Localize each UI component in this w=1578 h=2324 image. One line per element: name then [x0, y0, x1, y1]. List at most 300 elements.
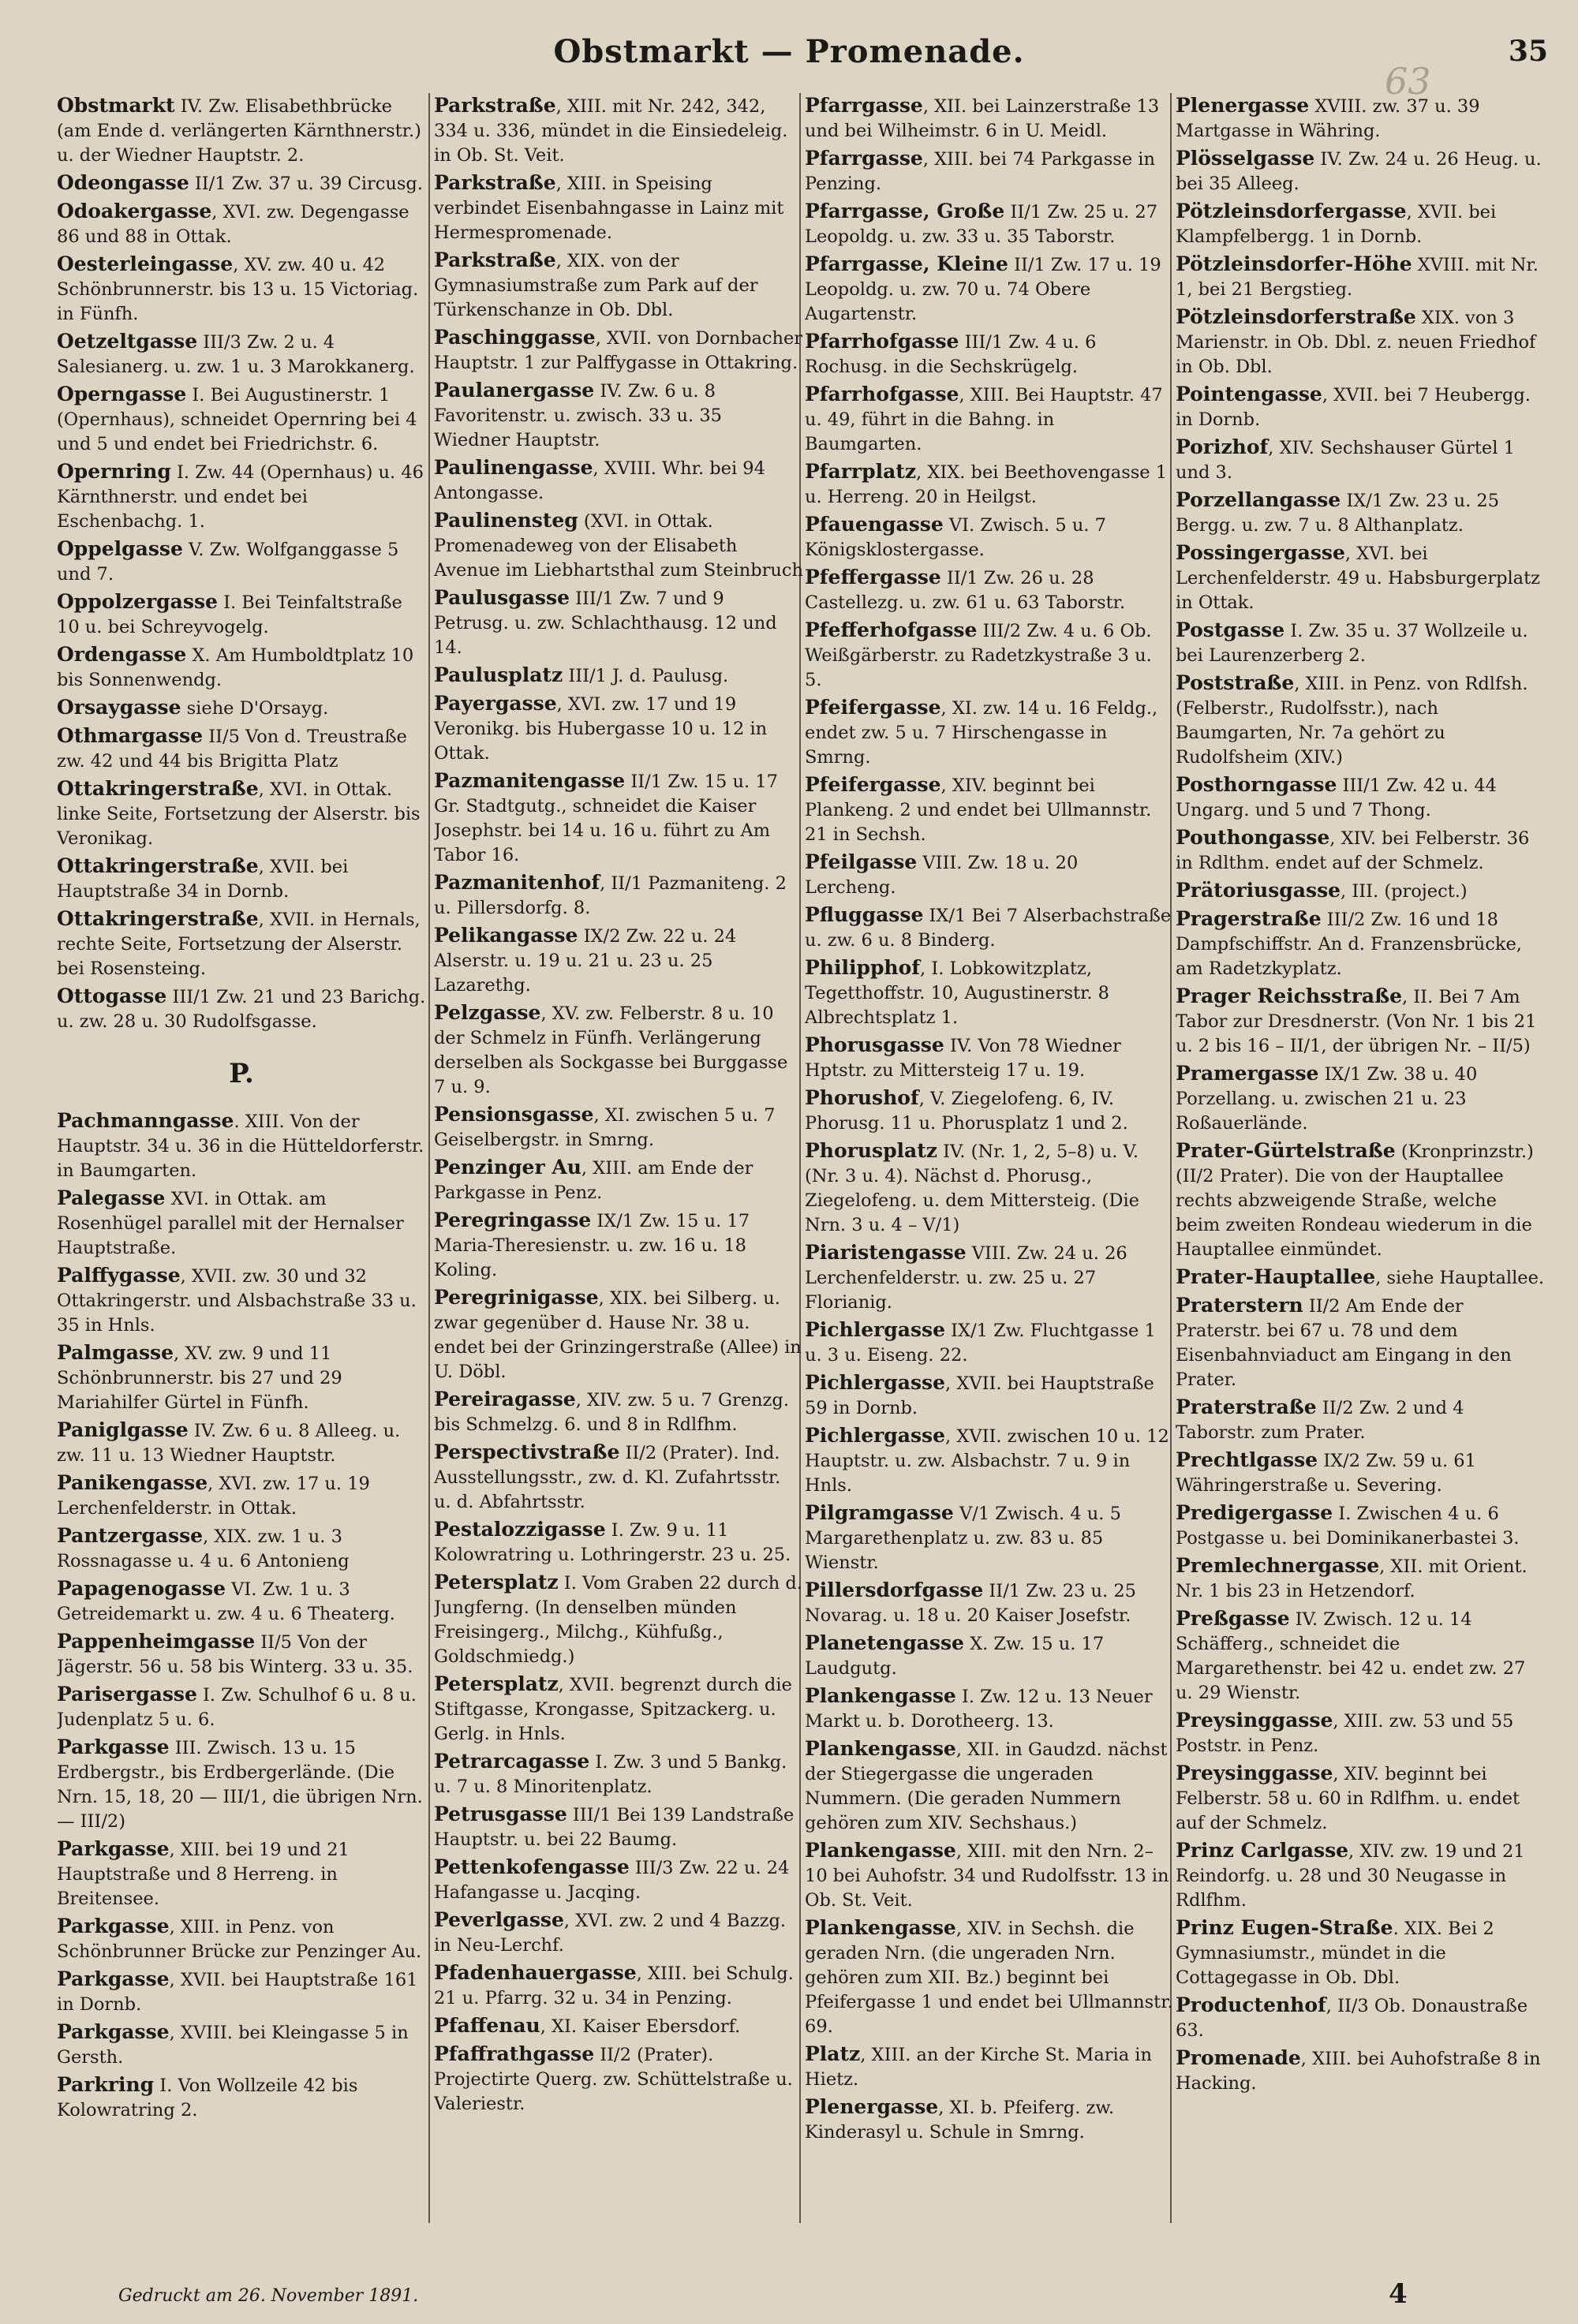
street-entry	[434, 248, 803, 323]
street-name: Paulanergasse	[434, 379, 595, 402]
street-entry	[57, 589, 426, 640]
street-name: Predigergasse	[1176, 1501, 1333, 1524]
street-description: IX/1 Zw. 38 u. 40 Porzellang. u. zwischen 21 u. 23 Roßauerlände.	[1176, 1064, 1478, 1134]
street-entry	[1176, 1761, 1545, 1836]
street-description: , XIII. mit den Nrn. 2–10 bei Auhofstr. 34 und Rudolfsstr. 13 in Ob. St. Veit.	[805, 1841, 1169, 1911]
street-entry	[434, 1208, 803, 1283]
street-entry	[805, 850, 1174, 900]
street-name: Pichlergasse	[805, 1371, 946, 1394]
street-entry	[1176, 906, 1545, 981]
street-description: , XIII. in Speising verbindet Eisenbahngasse in Lainz mit Hermespromenade.	[434, 174, 784, 243]
street-name: Paniglgasse	[57, 1418, 189, 1441]
entry-list	[434, 93, 803, 2117]
street-description: , XI. zw. 14 u. 16 Feldg., endet zw. 5 u. 7 Hirschengasse in Smrng.	[805, 698, 1158, 768]
street-entry	[434, 1285, 803, 1384]
street-name: Planetengasse	[805, 1631, 964, 1654]
street-name: Pachmanngasse	[57, 1109, 234, 1132]
street-description: , XVI. zw. 2 und 4 Bazzg. in Neu-Lerchf.	[434, 1911, 787, 1956]
street-name: Oetzeltgasse	[57, 330, 198, 353]
street-name: Pfadenhauergasse	[434, 1961, 637, 1984]
street-name: Possingergasse	[1176, 541, 1345, 564]
street-description: XVIII. mit Nr. 1, bei 21 Bergstieg.	[1176, 255, 1539, 300]
street-entry	[1176, 435, 1545, 485]
street-description: X. Am Humboldtplatz 10 bis Sonnenwendg.	[57, 645, 414, 690]
street-entry	[805, 1500, 1174, 1575]
street-entry	[434, 508, 803, 583]
street-description: , siehe Hauptallee.	[1375, 1268, 1545, 1288]
street-entry	[57, 1418, 426, 1468]
street-name: Pazmanitenhof	[434, 871, 600, 894]
street-description: I. Zw. 35 u. 37 Wollzeile u. bei Laurenzerberg 2.	[1176, 621, 1528, 666]
street-entry	[805, 565, 1174, 615]
street-description: . XIX. Bei 2 Gymnasiumstr., mündet in die Cottagegasse in Ob. Dbl.	[1176, 1919, 1494, 1988]
street-entry	[805, 512, 1174, 562]
street-entry	[57, 776, 426, 851]
street-entry	[1176, 618, 1545, 668]
street-description: I. Zw. 3 und 5 Bankg. u. 7 u. 8 Minoritenplatz.	[434, 1752, 787, 1797]
street-description: III/1 Zw. 21 und 23 Barichg. u. zw. 28 u. 30 Rudolfsgasse.	[57, 987, 426, 1032]
street-entry	[1176, 1500, 1545, 1551]
street-entry	[1176, 1553, 1545, 1604]
street-name: Prater-Gürtelstraße	[1176, 1139, 1396, 1162]
street-entry	[805, 1683, 1174, 1734]
street-description: , XIII. bei 74 Parkgasse in Penzing.	[805, 149, 1155, 194]
street-description: II/1 Zw. 15 u. 17 Gr. Stadtgutg., schneidet die Kaiser Josephstr. bei 14 u. 16 u. führt zu Am Tabor 16.	[434, 772, 778, 865]
street-description: , XIII. bei 19 und 21 Hauptstraße und 8 Herreng. in Breitensee.	[57, 1840, 350, 1909]
street-entry	[434, 325, 803, 376]
street-name: Oppolzergasse	[57, 590, 218, 613]
entry-list	[57, 93, 426, 1034]
street-entry	[805, 1423, 1174, 1498]
street-description: III/1 J. d. Paulusg.	[563, 666, 729, 686]
street-entry	[434, 768, 803, 868]
column-2	[434, 93, 803, 2270]
street-entry	[57, 1836, 426, 1911]
street-description: IV. Zw. 6 u. 8 Alleeg. u. zw. 11 u. 13 Wiedner Hauptstr.	[57, 1421, 401, 1466]
street-name: Pappenheimgasse	[57, 1630, 256, 1653]
street-name: Pötzleinsdorfergasse	[1176, 200, 1407, 222]
street-name: Perspectivstraße	[434, 1440, 620, 1463]
street-description: , XVII. bei 7 Heubergg. in Dornb.	[1176, 385, 1531, 430]
street-entry	[805, 146, 1174, 196]
street-name: Prätoriusgasse	[1176, 879, 1341, 902]
street-name: Parkgasse	[57, 2020, 170, 2043]
street-entry	[1176, 1395, 1545, 1445]
street-description: IX/2 Zw. 22 u. 24 Alserstr. u. 19 u. 21 u. 23 u. 25 Lazarethg.	[434, 926, 737, 996]
street-name: Preysinggasse	[1176, 1709, 1333, 1732]
street-name: Oppelgasse	[57, 537, 183, 560]
street-name: Petersplatz	[434, 1571, 559, 1594]
street-entry	[805, 1578, 1174, 1628]
street-entry	[434, 1440, 803, 1515]
street-description: , XIII. in Penz. von Rdlfsh. (Felberstr., Rudolfsstr.), nach Baumgarten, Nr. 7a gehört zu Rudolfsheim (XIV.)	[1176, 674, 1528, 768]
street-name: Parisergasse	[57, 1683, 197, 1706]
street-description: IX/1 Bei 7 Alserbachstraße u. zw. 6 u. 8 Binderg.	[805, 906, 1172, 951]
street-entry	[805, 1915, 1174, 2039]
street-name: Ottogasse	[57, 985, 167, 1007]
street-description: VIII. Zw. 18 u. 20 Lercheng.	[805, 853, 1079, 898]
street-description: , XII. bei Lainzerstraße 13 und bei Wilheimstr. 6 in U. Meidl.	[805, 96, 1160, 141]
street-entry	[805, 1138, 1174, 1238]
street-entry	[434, 1907, 803, 1958]
street-entry	[805, 955, 1174, 1030]
street-name: Phorushof	[805, 1086, 919, 1109]
street-name: Penzinger Au	[434, 1156, 581, 1179]
street-name: Preßgasse	[1176, 1607, 1290, 1630]
street-entry	[57, 1682, 426, 1732]
street-entry	[1176, 984, 1545, 1059]
street-description: III/1 Zw. 7 und 9 Petrusg. u. zw. Schlachthausg. 12 und 14.	[434, 588, 777, 658]
street-name: Premlechnergasse	[1176, 1554, 1380, 1577]
street-description: II/2 Zw. 2 und 4 Taborstr. zum Prater.	[1176, 1398, 1464, 1443]
entry-list	[1176, 93, 1545, 2096]
street-name: Pantzergasse	[57, 1524, 204, 1547]
street-name: Pötzleinsdorfer-Höhe	[1176, 252, 1412, 275]
street-description: , XIII. Bei Hauptstr. 47 u. 49, führt in die Bahng. in Baumgarten.	[805, 385, 1163, 454]
street-name: Pfeifergasse	[805, 773, 941, 796]
street-description: , XIV. in Sechsh. die geraden Nrn. (die ungeraden Nrn. gehören zum XII. Bz.) beginnt bei Pfeifergasse 1 und endet bei Ullmannstr. 69.	[805, 1919, 1173, 2037]
street-name: Pötzleinsdorferstraße	[1176, 305, 1416, 328]
street-entry	[805, 252, 1174, 327]
street-entry	[1176, 1138, 1545, 1262]
street-name: Plankengasse	[805, 1737, 956, 1760]
street-description: , II/3 Ob. Donaustraße 63.	[1176, 1996, 1528, 2041]
street-entry	[434, 170, 803, 245]
street-name: Ottakringerstraße	[57, 777, 259, 800]
street-description: , XIII. mit Nr. 242, 342, 334 u. 336, mündet in die Einsiedeleig. in Ob. St. Veit.	[434, 96, 788, 166]
street-name: Phorusgasse	[805, 1033, 944, 1056]
street-entry	[805, 772, 1174, 847]
street-description: , XVII. begrenzt durch die Stiftgasse, Krongasse, Spitzackerg. u. Gerlg. in Hnls.	[434, 1675, 792, 1744]
street-entry	[1176, 1708, 1545, 1758]
street-entry	[57, 93, 426, 168]
street-description: V. Zw. Wolfganggasse 5 und 7.	[57, 540, 399, 585]
street-entry	[434, 2013, 803, 2039]
street-description: , XVII. bei Hauptstraße 59 in Dornb.	[805, 1373, 1154, 1418]
entry-list	[57, 1108, 426, 2123]
street-description: , XIX. bei Beethovengasse 1 u. Herreng. 20 in Heilgst.	[805, 462, 1168, 507]
street-name: Productenhof	[1176, 1993, 1326, 2016]
street-description: , II/1 Pazmaniteng. 2 u. Pillersdorfg. 8.	[434, 873, 787, 918]
street-entry	[57, 1576, 426, 1627]
street-description: V/1 Zwisch. 4 u. 5 Margarethenplatz u. zw. 83 u. 85 Wienstr.	[805, 1504, 1121, 1573]
street-entry	[57, 695, 426, 721]
street-description: IV. Zw. 6 u. 8 Favoritenstr. u. zwisch. 33 u. 35 Wiedner Hauptstr.	[434, 381, 722, 450]
street-name: Peregringasse	[434, 1209, 592, 1231]
printed-date: Gedruckt am 26. November 1891.	[118, 2286, 419, 2306]
entry-list	[805, 93, 1174, 2145]
street-name: Prater-Hauptallee	[1176, 1265, 1376, 1288]
street-entry	[434, 1000, 803, 1100]
street-name: Pfarrgasse	[805, 147, 923, 170]
street-description: , XVI. zw. 17 und 19 Veronikg. bis Hubergasse 10 u. 12 in Ottak.	[434, 694, 768, 764]
street-description: , XIX. bei Silberg. u. zwar gegenüber d. Hause Nr. 38 u. endet bei der Grinzingerstraße (Allee) in U. Döbl.	[434, 1288, 802, 1382]
street-description: , XV. zw. 40 u. 42 Schönbrunnerstr. bis 13 u. 15 Victoriag. in Fünfh.	[57, 255, 419, 324]
street-name: Ottakringerstraße	[57, 854, 259, 877]
street-name: Paulusgasse	[434, 586, 570, 609]
street-description: , XV. zw. Felberstr. 8 u. 10 der Schmelz in Fünfh. Verlängerung derselben als Sockgasse bei Burggasse 7 u. 9.	[434, 1003, 788, 1097]
street-entry	[805, 459, 1174, 510]
street-entry	[57, 906, 426, 981]
street-description: III/1 Bei 139 Landstraße Hauptstr. u. bei 22 Baumg.	[434, 1805, 795, 1850]
street-description: , XI. Kaiser Ebersdorf.	[540, 2016, 741, 2037]
street-description: II/1 Zw. 23 u. 25 Novarag. u. 18 u. 20 Kaiser Josefstr.	[805, 1581, 1136, 1626]
street-name: Parkstraße	[434, 171, 556, 194]
street-description: , XIII. am Ende der Parkgasse in Penz.	[434, 1158, 753, 1203]
street-description: II/2 (Prater). Ind. Ausstellungsstr., zw. d. Kl. Zufahrtsstr. u. d. Abfahrtsstr.	[434, 1443, 781, 1512]
street-name: Phorusplatz	[805, 1139, 937, 1162]
street-name: Pfeilgasse	[805, 850, 918, 873]
street-name: Petrarcagasse	[434, 1750, 590, 1773]
street-entry	[434, 691, 803, 766]
street-name: Petersplatz	[434, 1672, 559, 1695]
street-description: , XVIII. bei Kleingasse 5 in Gersth.	[57, 2023, 409, 2068]
street-description: , XIV. zw. 19 und 21 Reindorfg. u. 28 und 30 Neugasse in Rdlfhm.	[1176, 1841, 1525, 1911]
street-name: Pouthongasse	[1176, 826, 1330, 849]
street-entry	[1176, 488, 1545, 538]
street-name: Plankengasse	[805, 1916, 956, 1939]
street-entry	[1176, 1993, 1545, 2043]
street-name: Pazmanitengasse	[434, 769, 626, 792]
street-name: Odoakergasse	[57, 200, 212, 222]
street-description: , XIII. in Penz. von Schönbrunner Brücke zur Penzinger Au.	[57, 1917, 422, 1962]
street-name: Parkgasse	[57, 1915, 170, 1937]
street-name: Parkring	[57, 2073, 155, 2096]
street-description: , XIII. bei Schulg. 21 u. Pfarrg. 32 u. 34 in Penzing.	[434, 1963, 794, 2008]
street-entry	[57, 1186, 426, 1261]
street-name: Preysinggasse	[1176, 1762, 1333, 1784]
street-description: , XVIII. Whr. bei 94 Antongasse.	[434, 458, 765, 503]
street-description: , XIV. Sechshauser Gürtel 1 und 3.	[1176, 438, 1515, 483]
street-entry	[57, 329, 426, 379]
street-entry	[57, 1263, 426, 1338]
street-entry	[434, 378, 803, 453]
street-name: Pilgramgasse	[805, 1501, 954, 1524]
street-name: Prinz Carlgasse	[1176, 1839, 1349, 1862]
street-description: X. Zw. 15 u. 17 Laudgutg.	[805, 1634, 1105, 1679]
street-entry	[57, 252, 426, 327]
street-description: , XIV. beginnt bei Felberstr. 58 u. 60 in Rdlfhm. u. endet auf der Schmelz.	[1176, 1764, 1520, 1833]
page-header	[0, 33, 1578, 103]
street-description: II/2 Am Ende der Praterstr. bei 67 u. 78 und dem Eisenbahnviaduct am Eingang in den Prater.	[1176, 1296, 1512, 1390]
street-entry	[805, 382, 1174, 457]
street-description: , XVII. zwischen 10 u. 12 Hauptstr. u. zw. Alsbachstr. 7 u. 9 in Hnls.	[805, 1426, 1169, 1496]
street-name: Paschinggasse	[434, 326, 596, 349]
column-1	[57, 93, 426, 2270]
street-name: Pfefferhofgasse	[805, 618, 978, 641]
street-name: Othmargasse	[57, 724, 204, 747]
street-name: Parkstraße	[434, 94, 556, 117]
street-description: IX/1 Zw. 23 u. 25 Bergg. u. zw. 7 u. 8 Althanplatz.	[1176, 491, 1500, 536]
street-entry	[1176, 382, 1545, 432]
street-name: Palffygasse	[57, 1264, 181, 1287]
street-entry	[1176, 671, 1545, 770]
street-description: IV. Von 78 Wiedner Hptstr. zu Mittersteig 17 u. 19.	[805, 1036, 1121, 1081]
street-name: Odeongasse	[57, 171, 189, 194]
street-entry	[1176, 1293, 1545, 1392]
street-name: Palmgasse	[57, 1341, 174, 1364]
street-description: IV. Zw. Elisabethbrücke (am Ende d. verlängerten Kärnthnerstr.) u. der Wiedner Hauptstr. 2.	[57, 96, 421, 166]
street-description: IX/1 Zw. 15 u. 17 Maria-Theresienstr. u. zw. 16 u. 18 Koling.	[434, 1211, 750, 1280]
street-name: Peverlgasse	[434, 1908, 564, 1931]
street-description: II/5 Von d. Treustraße zw. 42 und 44 bis Brigitta Platz	[57, 727, 407, 772]
street-description: siehe D'Orsayg.	[181, 698, 329, 719]
street-description: (Kronprinzstr.) (II/2 Prater). Die von der Hauptallee rechts abzweigende Straße, welche beim zweiten Rondeau wiederum in die Hauptallee einmündet.	[1176, 1141, 1534, 1260]
street-description: , XVII. bei Hauptstraße 34 in Dornb.	[57, 857, 349, 902]
street-name: Pfluggasse	[805, 903, 924, 926]
street-entry	[57, 984, 426, 1034]
street-description: , XV. zw. 9 und 11 Schönbrunnerstr. bis 27 und 29 Mariahilfer Gürtel in Fünfh.	[57, 1343, 342, 1413]
street-description: III/2 Zw. 4 u. 6 Ob. Weißgärberstr. zu Radetzkystraße 3 u. 5.	[805, 621, 1152, 690]
street-entry	[1176, 1838, 1545, 1913]
street-entry	[1176, 540, 1545, 615]
street-entry	[57, 1967, 426, 2017]
street-name: Pfarrgasse, Große	[805, 200, 1005, 222]
street-description: , XVI. in Ottak. linke Seite, Fortsetzung der Alserstr. bis Veronikag.	[57, 779, 421, 849]
street-name: Parkgasse	[57, 1837, 170, 1860]
street-entry	[805, 1033, 1174, 1083]
street-description: , II. Bei 7 Am Tabor zur Dresdnerstr. (Von Nr. 1 bis 21 u. 2 bis 16 – II/1, der übrigen Nr. – II/5)	[1176, 987, 1537, 1056]
street-entry	[57, 723, 426, 774]
running-title: Obstmarkt — Promenade.	[553, 33, 1025, 70]
street-name: Prager Reichsstraße	[1176, 985, 1402, 1007]
street-name: Panikengasse	[57, 1471, 208, 1494]
street-entry	[1176, 2046, 1545, 2096]
street-name: Paulinensteg	[434, 509, 578, 532]
street-description: , XIII. an der Kirche St. Maria in Hietz.	[805, 2045, 1152, 2090]
street-name: Porzellangasse	[1176, 488, 1341, 511]
street-name: Paulinengasse	[434, 456, 593, 479]
street-name: Pillersdorfgasse	[805, 1579, 984, 1601]
street-description: III/1 Zw. 4 u. 6 Rochusg. in die Sechskrügelg.	[805, 332, 1097, 377]
street-description: XIX. von 3 Marienstr. in Ob. Dbl. z. neuen Friedhof in Ob. Dbl.	[1176, 308, 1536, 377]
street-entry	[434, 1155, 803, 1205]
street-description: II/5 Von der Jägerstr. 56 u. 58 bis Winterg. 33 u. 35.	[57, 1632, 413, 1677]
street-name: Pointengasse	[1176, 383, 1322, 405]
street-name: Petrusgasse	[434, 1803, 567, 1825]
street-entry	[434, 585, 803, 660]
street-description: I. Bei Teinfaltstraße 10 u. bei Schreyvogelg.	[57, 592, 402, 637]
street-description: , XVII. bei Klampfelbergg. 1 in Dornb.	[1176, 202, 1497, 247]
street-entry	[434, 1387, 803, 1437]
street-name: Promenade	[1176, 2046, 1301, 2069]
street-entry	[1176, 772, 1545, 823]
street-name: Pragerstraße	[1176, 907, 1322, 930]
street-description: I. Zw. 12 u. 13 Neuer Markt u. b. Dorotheerg. 13.	[805, 1687, 1153, 1732]
street-name: Pfaffenau	[434, 2014, 540, 2037]
street-description: , XI. zwischen 5 u. 7 Geiselbergstr. in Smrng.	[434, 1105, 776, 1150]
street-description: , XIII. bei Auhofstraße 8 in Hacking.	[1176, 2049, 1541, 2094]
street-description: (XVI. in Ottak. Promenadeweg von der Elisabeth Avenue im Liebhartsthal zum Steinbruch	[434, 511, 803, 581]
street-name: Parkgasse	[57, 1736, 170, 1758]
street-entry	[57, 1914, 426, 1964]
street-entry	[805, 329, 1174, 379]
street-entry	[57, 854, 426, 904]
street-name: Pichlergasse	[805, 1318, 946, 1341]
street-entry	[434, 93, 803, 168]
street-entry	[805, 93, 1174, 144]
street-description: IX/2 Zw. 59 u. 61 Währingerstraße u. Severing.	[1176, 1451, 1476, 1496]
street-name: Parkgasse	[57, 1967, 170, 1990]
street-entry	[57, 459, 426, 534]
street-name: Paulusplatz	[434, 663, 563, 686]
street-description: II/2 (Prater). Projectirte Querg. zw. Schüttelstraße u. Valeriestr.	[434, 2045, 793, 2114]
street-name: Pelzgasse	[434, 1001, 541, 1024]
street-entry	[805, 1240, 1174, 1315]
street-description: IV. (Nr. 1, 2, 5–8) u. V. (Nr. 3 u. 4). Nächst d. Phorusg., Ziegelofeng. u. dem Mittersteig. (Die Nrn. 3 u. 4 – V/1)	[805, 1141, 1139, 1235]
street-entry	[434, 1517, 803, 1567]
street-description: III/3 Zw. 2 u. 4 Salesianerg. u. zw. 1 u. 3 Marokkanerg.	[57, 332, 415, 377]
street-description: II/1 Zw. 37 u. 39 Circusg.	[189, 174, 423, 194]
street-description: IV. Zw. 24 u. 26 Heug. u. bei 35 Alleeg.	[1176, 149, 1542, 194]
street-description: , V. Ziegelofeng. 6, IV. Phorusg. 11 u. Phorusplatz 1 und 2.	[805, 1089, 1128, 1134]
street-entry	[57, 1470, 426, 1521]
street-name: Praterstern	[1176, 1294, 1303, 1317]
street-entry	[57, 1340, 426, 1415]
street-name: Pfarrgasse, Kleine	[805, 252, 1008, 275]
street-description: IV. Zwisch. 12 u. 14 Schäfferg., schneidet die Margarethenstr. bei 42 u. endet zw. 27 u. 29 Wienstr.	[1176, 1609, 1526, 1703]
handwritten-page-note: 63	[1385, 60, 1431, 103]
street-description: I. Zwischen 4 u. 6 Postgasse u. bei Dominikanerbastei 3.	[1176, 1504, 1520, 1549]
street-description: , XIV. bei Felberstr. 36 in Rdlthm. endet auf der Schmelz.	[1176, 828, 1530, 873]
street-entry	[805, 2042, 1174, 2092]
street-entry	[434, 455, 803, 506]
street-description: III/3 Zw. 22 u. 24 Hafangasse u. Jacqing.	[434, 1858, 790, 1903]
street-entry	[805, 618, 1174, 693]
street-entry	[1176, 878, 1545, 904]
street-description: , XVII. bei Hauptstraße 161 in Dornb.	[57, 1970, 418, 2015]
street-name: Papagenogasse	[57, 1577, 226, 1600]
street-description: III. Zwisch. 13 u. 15 Erdbergstr., bis Erdbergerlände. (Die Nrn. 15, 18, 20 — III/1, die übrigen Nrn. — III/2)	[57, 1738, 423, 1832]
street-description: , XIX. zw. 1 u. 3 Rossnagasse u. 4 u. 6 Antonieng	[57, 1526, 350, 1571]
street-entry	[805, 1317, 1174, 1368]
street-name: Poststraße	[1176, 671, 1295, 694]
street-entry	[434, 1749, 803, 1799]
street-description: III/1 Zw. 42 u. 44 Ungarg. und 5 und 7 Thong.	[1176, 775, 1497, 820]
street-entry	[434, 870, 803, 921]
street-description: I. Bei Augustinerstr. 1 (Opernhaus), schneidet Opernring bei 4 und 5 und endet bei Friedrichstr. 6.	[57, 385, 417, 454]
street-name: Plenergasse	[805, 2095, 939, 2118]
street-entry	[805, 902, 1174, 953]
street-name: Pfeifergasse	[805, 696, 941, 719]
street-name: Pfarrhofgasse	[805, 330, 959, 353]
street-description: , XIV. beginnt bei Plankeng. 2 und endet bei Ullmannstr. 21 in Sechsh.	[805, 775, 1152, 845]
street-entry	[805, 1736, 1174, 1836]
street-name: Prinz Eugen-Straße	[1176, 1916, 1393, 1939]
street-entry	[1176, 305, 1545, 379]
street-name: Payergasse	[434, 692, 557, 715]
street-name: Obstmarkt	[57, 94, 175, 117]
street-entry	[434, 1570, 803, 1669]
street-name: Piaristengasse	[805, 1241, 967, 1264]
street-entry	[1176, 93, 1545, 144]
street-description: , XII. in Gaudzd. nächst der Stiegergasse die ungeraden Nummern. (Die geraden Nummern gehören zum XIV. Sechshaus.)	[805, 1739, 1168, 1833]
street-name: Orsaygasse	[57, 696, 181, 719]
street-description: , XVI. zw. Degengasse 86 und 88 in Ottak.	[57, 202, 409, 247]
street-entry	[1176, 1606, 1545, 1706]
street-description: I. Zw. 9 u. 11 Kolowratring u. Lothringerstr. 23 u. 25.	[434, 1520, 791, 1565]
street-description: , XVI. bei Lerchenfelderstr. 49 u. Habsburgerplatz in Ottak.	[1176, 544, 1540, 613]
column-3	[805, 93, 1174, 2270]
street-description: I. Zw. 44 (Opernhaus) u. 46 Kärnthnerstr. und endet bei Eschenbachg. 1.	[57, 462, 424, 532]
street-entry	[434, 1802, 803, 1852]
column-divider	[428, 93, 430, 2223]
street-name: Pichlergasse	[805, 1424, 946, 1447]
street-description: , XII. mit Orient. Nr. 1 bis 23 in Hetzendorf.	[1176, 1556, 1528, 1601]
street-entry	[1176, 252, 1545, 302]
street-name: Plankengasse	[805, 1839, 956, 1862]
signature-mark: 4	[1389, 2278, 1408, 2310]
